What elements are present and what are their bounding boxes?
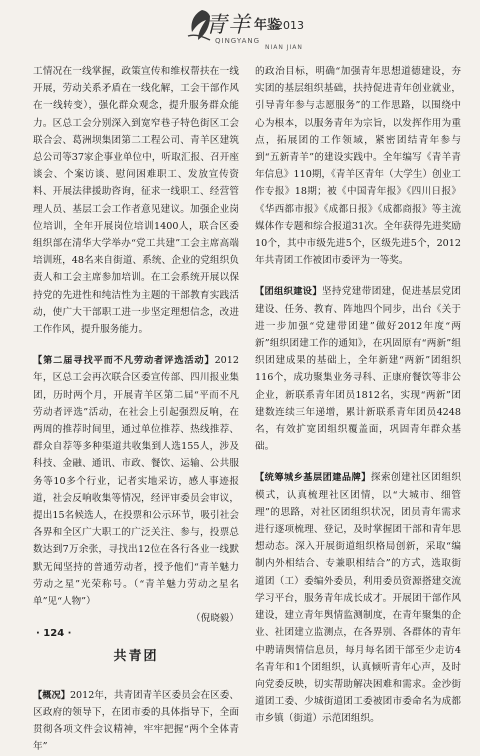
body-paragraph: 的政治目标，明确“加强青年思想道德建设，夯实团的基层组织基础，扶持促进青年创业就业，引导青年参与志愿服务”的工作思路，以围绕中心为根本，以服务青年为宗旨，以发挥作用为重点，拓展团的工作领域，紧密团结青年参与到“五新青羊”的建设实践中。全年编写《青羊青年信息》110期，《青羊区青年（大学生）创业工作专报》18期；被《中国青年报》《四川日报》《华西都市报》《成都日报》《成都商报》等主流媒体作专题和综合报道31次。全年获得先进奖励10个，其中市级先进5个，区级先进5个，2012年共青团工作被团市委评为一等奖。 bbox=[255, 66, 461, 267]
body-paragraph bbox=[255, 283, 461, 455]
author-byline: （倪晓毅） bbox=[191, 613, 239, 625]
section-title: 共青团 bbox=[113, 648, 159, 664]
entry-heading: 【统筹城乡基层团建品牌】 bbox=[255, 472, 371, 484]
body-paragraph bbox=[255, 469, 461, 727]
page-header bbox=[0, 0, 480, 60]
header-sub-brand: 年鉴 bbox=[254, 18, 281, 33]
entry-heading: 【团组织建设】 bbox=[255, 286, 322, 298]
header-brand: 青羊 bbox=[205, 13, 252, 38]
entry-text: 2012年，共青团青羊区委员会在区委、区政府的领导下，在团市委的具体指导下，全面贯彻各项文件会议精神，牢牢把握“两个全体青年” bbox=[33, 689, 240, 753]
entry-text: 2012年，区总工会再次联合区委宣传部、四川报业集团，历时两个月，开展青羊区第二届“平而不凡劳动者评选”活动，在社会上引起强烈反响，在两周的推荐时间里，通过单位推荐、热线推荐、群众自荐等多种渠道共收集到人选155人，涉及科技、金融、通讯、市政、餐饮、运输、公共服务等10多个行业，记者实地采访，感人事迹报道，社会反响收集等情况，经评审委员会审议，提出15名候选人，在投票和公示环节，吸引社会各界和全区广大职工的广泛关注、参与，投票总数达到7万余张，寻找出12位在各行各业一线默默无闻坚持的普通劳动者，授予他们“青羊魅力劳动之星”光荣称号。（“青羊魅力劳动之星名单”见“人物”） bbox=[33, 355, 239, 608]
body-paragraph: 工情况在一线掌握，政策宣传和维权帮扶在一线开展，劳动关系矛盾在一线化解，工会干部作风在一线转变），强化群众观念，提升服务群众能力。区总工会分别深入到宽窄巷子特色街区工会联合会、葛洲坝集团第二工程公司、青羊区建筑总公司等37家企事业单位中，听取汇报、召开座谈会、个案访谈、慰问困难职工、发放宣传资料、开展法律援助咨询，征求一线职工、经营管理人员、基层工会工作者意见建议。加强企业岗位培训，全年开展岗位培训1400人，联合区委组织部在清华大学举办“党工共建”工会主席高端培训班，48名来自街道、系统、企业的党组织负责人和工会主席参加培训。在工会系统开展以保持党的先进性和纯洁性为主题的干部教育实践活动，使广大干部职工进一步坚定理想信念，改进工作作风，提升服务能力。 bbox=[33, 66, 239, 336]
right-column bbox=[255, 63, 461, 728]
header-pinyin-nianjian: NIAN JIAN bbox=[265, 44, 303, 51]
page-number: · 124 · bbox=[36, 628, 72, 639]
header-year: 2013 bbox=[276, 19, 304, 32]
entry-text: 探索创建社区团组织模式，认真梳理社区团情，以“大城市、细管理”的思路，对社区团组织状况，团员青年需求进行逐项梳理、登记，及时掌握团干部和青年思想动态。深入开展街道组织格局创新，采取“编制内外相结合、专兼职相结合”的方式，选取街道团（工）委编外委员，利用委员资源搭建交流学习平台，服务青年成长成才。开展团干部作风建设，建立青年舆情监测制度，在青年聚集的企业、社团建立监测点，在各界别、各群体的青年中聘请舆情信息员，每月每名团干部至少走访4名青年和1个团组织，认真倾听青年心声，及时向党委反映，切实帮助解决困难和需求。金沙街道团工委、少城街道团工委被团市委命名为成都市乡镇（街道）示范团组织。 bbox=[255, 472, 462, 725]
header-pinyin-qingyang: QINGYANG bbox=[215, 37, 261, 45]
body-paragraph bbox=[33, 352, 239, 610]
left-column bbox=[33, 63, 239, 756]
body-paragraph bbox=[33, 687, 239, 756]
entry-heading: 【第二届寻找平而不凡劳动者评选活动】 bbox=[33, 355, 215, 367]
entry-text: 坚持党建带团建，促进基层党团建设、任务、教育、阵地四个同步，出台《关于进一步加强“党建带团建”做好2012年度“两新”组织团建工作的通知》，在巩固原有“两新”组织团建成果的基础上，全年新建“两新”团组织116个，成功聚集业务寻科、正康府餐饮等非公企业，新联系青年团员1812名，实现“两新”团建数连续三年递增，累计新联系青年团员4248名，有效扩宽团组织覆盖面，巩固青年群众基础。 bbox=[255, 286, 462, 453]
entry-heading: 【概况】 bbox=[33, 689, 70, 701]
